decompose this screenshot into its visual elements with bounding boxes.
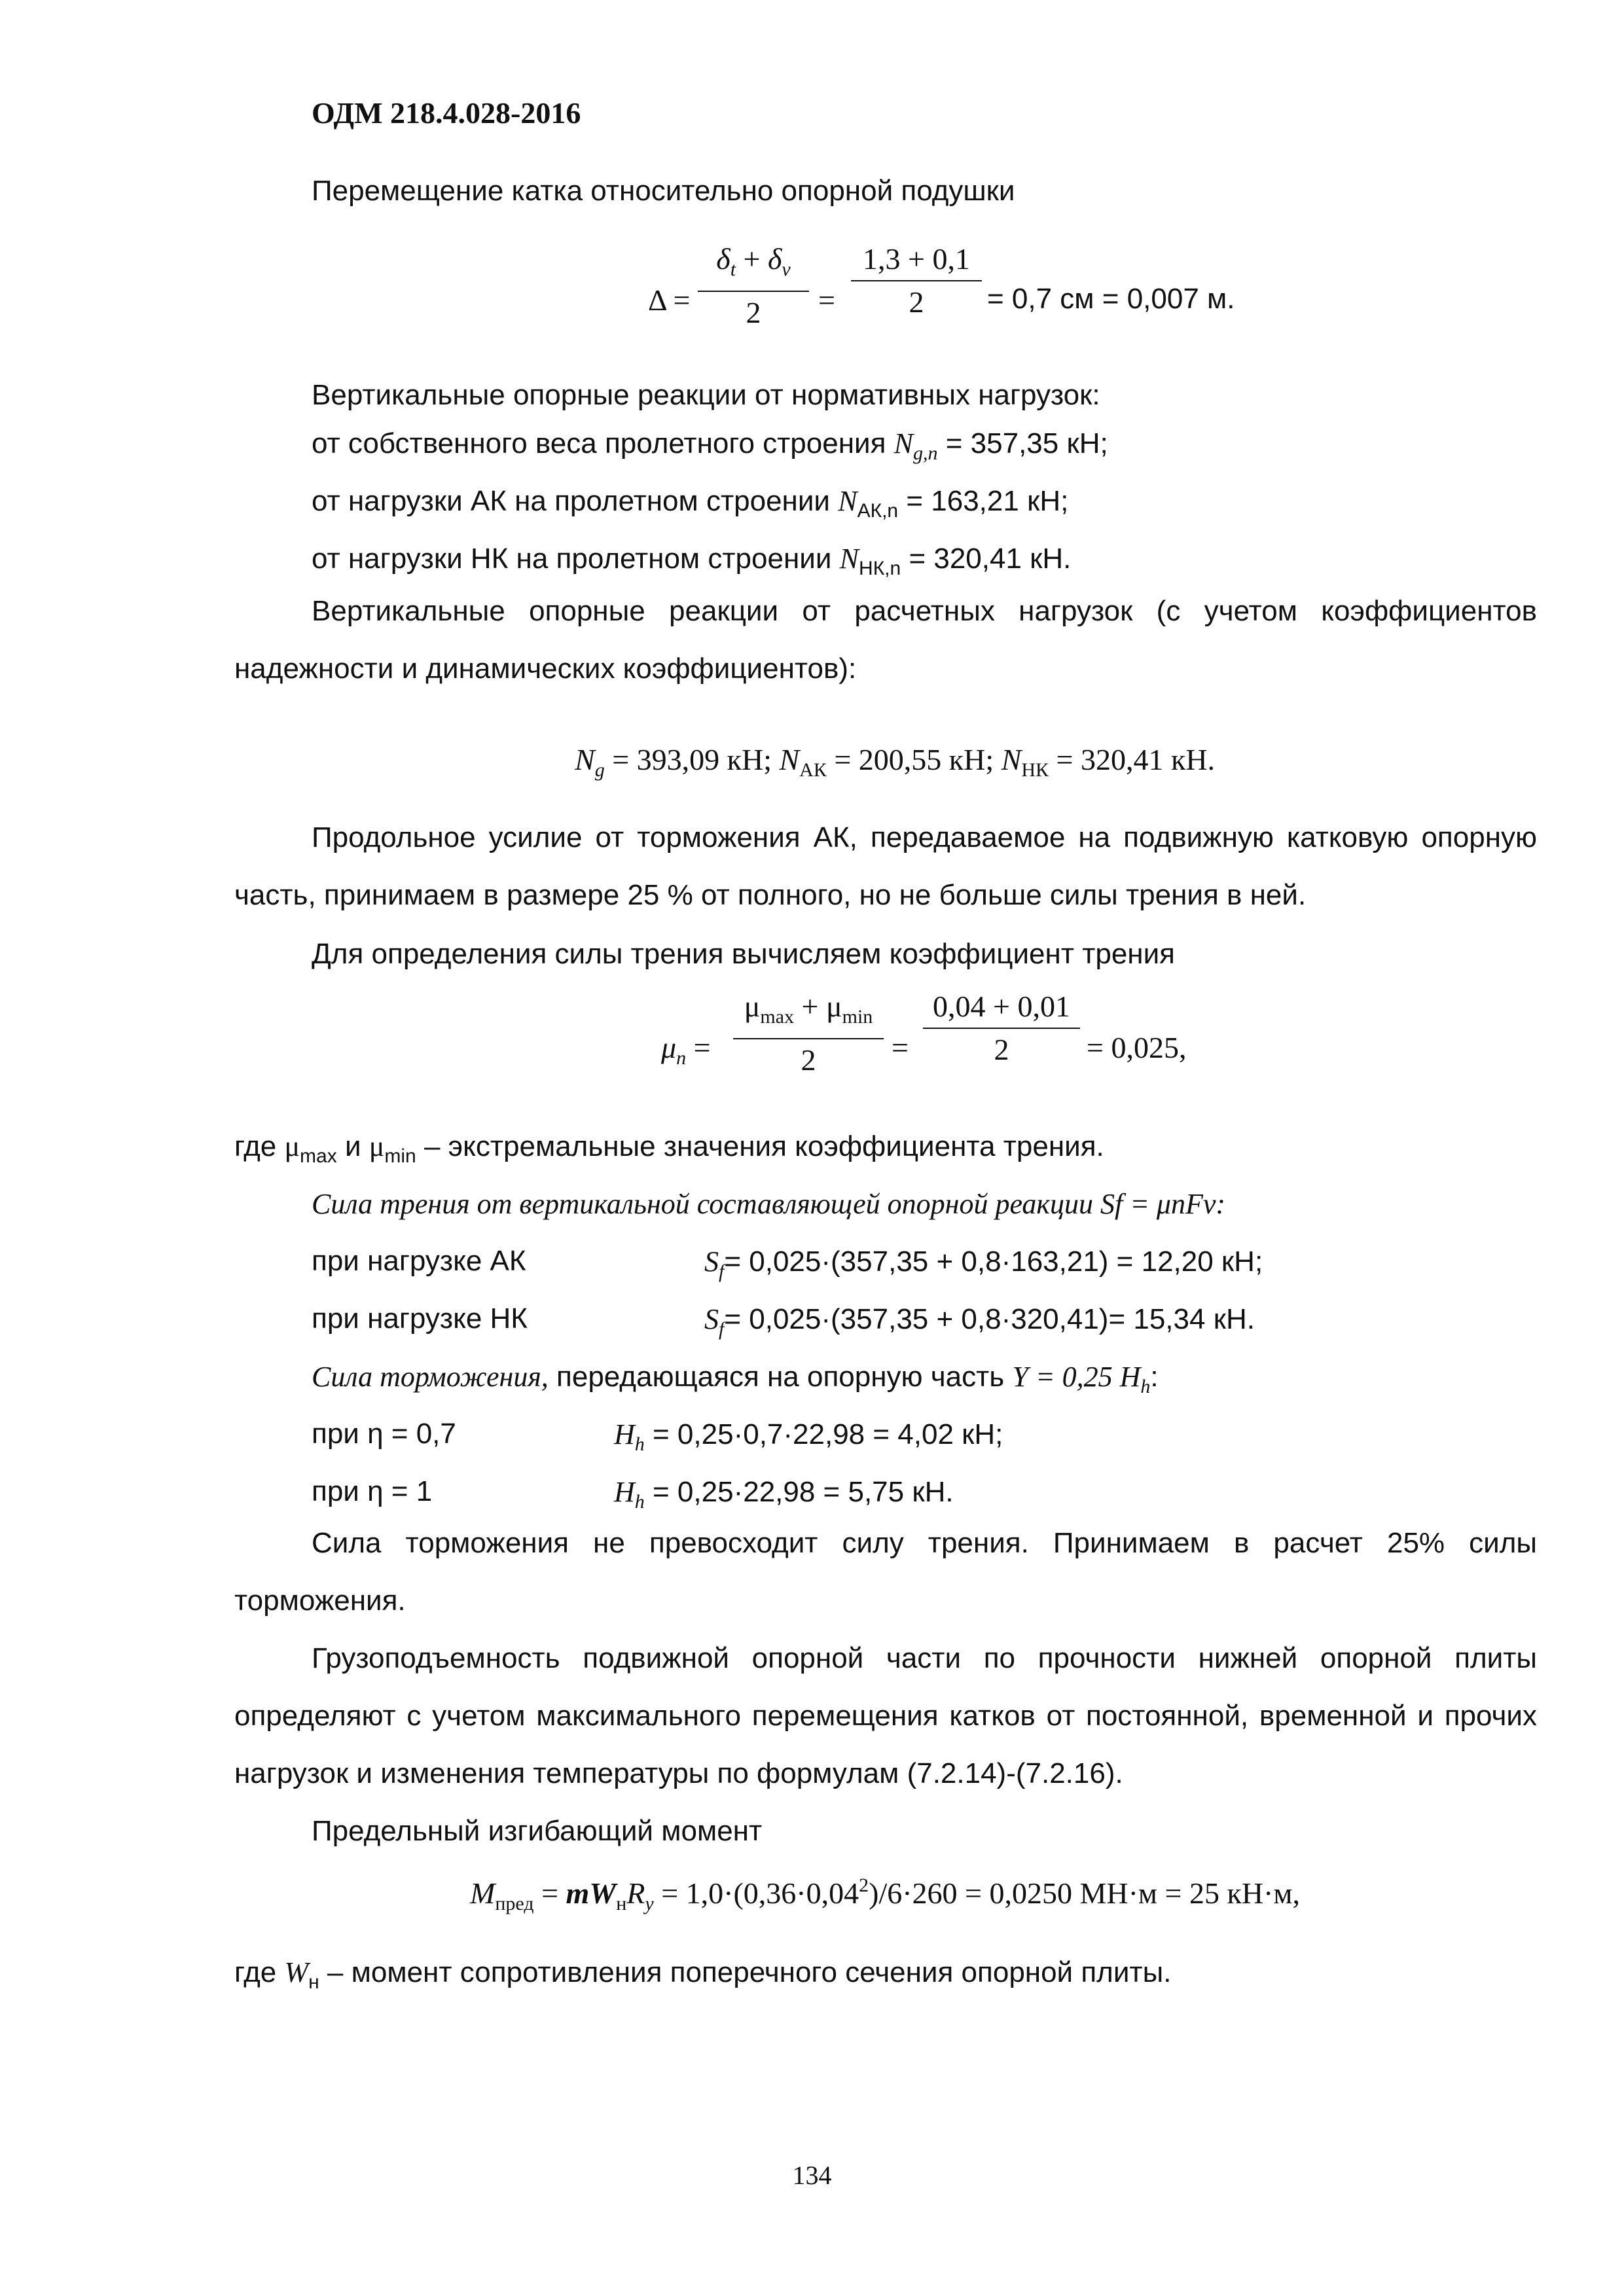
fraction-1 (733, 988, 884, 1080)
fraction-numerator: $\delta_t + \delta_v$ (698, 241, 809, 292)
formula-result: = 0,025, (1087, 1031, 1187, 1064)
line-load-nk: от нагрузки НК на пролетном строении $N_{НК,n} = 320,41$ кН. (312, 543, 1072, 579)
row-braking-eta-07: при η = 0,7 $H_h = 0,25\cdot 0,7\cdot 22,98 = 4,02$ кН; (312, 1418, 1003, 1455)
formula-lhs: Δ = (648, 283, 691, 317)
line-section-modulus: где $W_н$ – момент сопротивления поперечного сечения опорной плиты. (234, 1956, 1172, 1993)
line-braking-force-heading: Сила торможения, передающаяся на опорную часть Y = 0,25 $H_h$: (312, 1361, 1159, 1397)
fraction-2 (851, 241, 982, 322)
line-self-weight: от собственного веса пролетного строения $N_{g,n} = 357,35$ кН; (312, 427, 1108, 464)
line-load-ak: от нагрузки АК на пролетном строении $N_{АК,n} = 163,21$ кН; (312, 485, 1069, 522)
paragraph-braking-force: Продольное усилие от торможения АК, передаваемое на подвижную катковую опорную часть, принимаем в размере 25 % от полного, но не больше силы трения в ней. (234, 821, 1537, 911)
paragraph-load-capacity: Грузоподъемность подвижной опорной части по прочности нижней опорной плиты определяют с учетом максимального перемещения катков от постоянной, временной и прочих нагрузок и изменения температуры по формулам (7.2.14)-(7.2.16). (234, 1642, 1537, 1789)
formula-result: = 0,7 см = 0,007 м. (987, 283, 1235, 315)
fraction-numerator: $\mu_{max} + \mu_{min}$ (733, 988, 884, 1039)
row-braking-eta-1: при η = 1 $H_h = 0,25\cdot 22,98 = 5,75$ кН. (312, 1475, 954, 1513)
page-number: 134 (792, 2161, 832, 2190)
row-friction-ak: при нагрузке АК $S_f= 0,025\cdot(357,35 + 0,8\cdot 163,21) = 12,20$ кН; (312, 1245, 1263, 1282)
paragraph-roller-displacement: Перемещение катка относительно опорной подушки (312, 175, 1015, 207)
formula-limit-moment: $M_{пред} = mW_нR_y = 1,0\cdot(0,36\cdot 0,04^2)/6\cdot 260 = 0,0250$ МН·м = 25 кН·м, (470, 1874, 1300, 1914)
line-extreme-values: где $\mu_{max}$ и $\mu_{min}$ – экстремальные значения коэффициента трения. (234, 1130, 1104, 1167)
formula-eq: = (818, 283, 835, 317)
paragraph-braking-not-exceed: Сила торможения не превосходит силу трения. Принимаем в расчет 25% силы торможения. (234, 1527, 1537, 1617)
paragraph-design-reactions: Вертикальные опорные реакции от расчетных нагрузок (с учетом коэффициентов надежности и динамических коэффициентов): (234, 595, 1537, 685)
fraction-denominator: 2 (746, 296, 761, 329)
document-code: ОДМ 218.4.028-2016 (312, 96, 581, 130)
paragraph-friction-coefficient: Для определения силы трения вычисляем коэффициент трения (312, 938, 1175, 970)
fraction-2 (923, 988, 1080, 1069)
formula-lhs: $\mu_n$ = (661, 1031, 711, 1069)
fraction-numerator: 0,04 + 0,01 (923, 988, 1080, 1029)
formula-eq: = (892, 1031, 909, 1064)
formula-design-reactions: $N_g = 393,09$ кН; $N_{АК} = 200,55$ кН; $N_{НК} = 320,41$ кН. (575, 743, 1216, 781)
paragraph-limit-moment: Предельный изгибающий момент (312, 1815, 763, 1847)
fraction-1 (698, 241, 809, 332)
fraction-numerator: 1,3 + 0,1 (851, 241, 982, 281)
row-friction-nk: при нагрузке НК $S_f= 0,025\cdot(357,35 + 0,8\cdot 320,41)= 15,34$ кН. (312, 1302, 1255, 1340)
fraction-denominator: 2 (909, 285, 924, 319)
line-friction-force-heading: Сила трения от вертикальной составляющей опорной реакции Sf = μnFv: (312, 1188, 1226, 1220)
fraction-denominator: 2 (994, 1033, 1009, 1066)
fraction-denominator: 2 (801, 1043, 816, 1077)
paragraph-vertical-reactions: Вертикальные опорные реакции от нормативных нагрузок: (312, 379, 1100, 411)
